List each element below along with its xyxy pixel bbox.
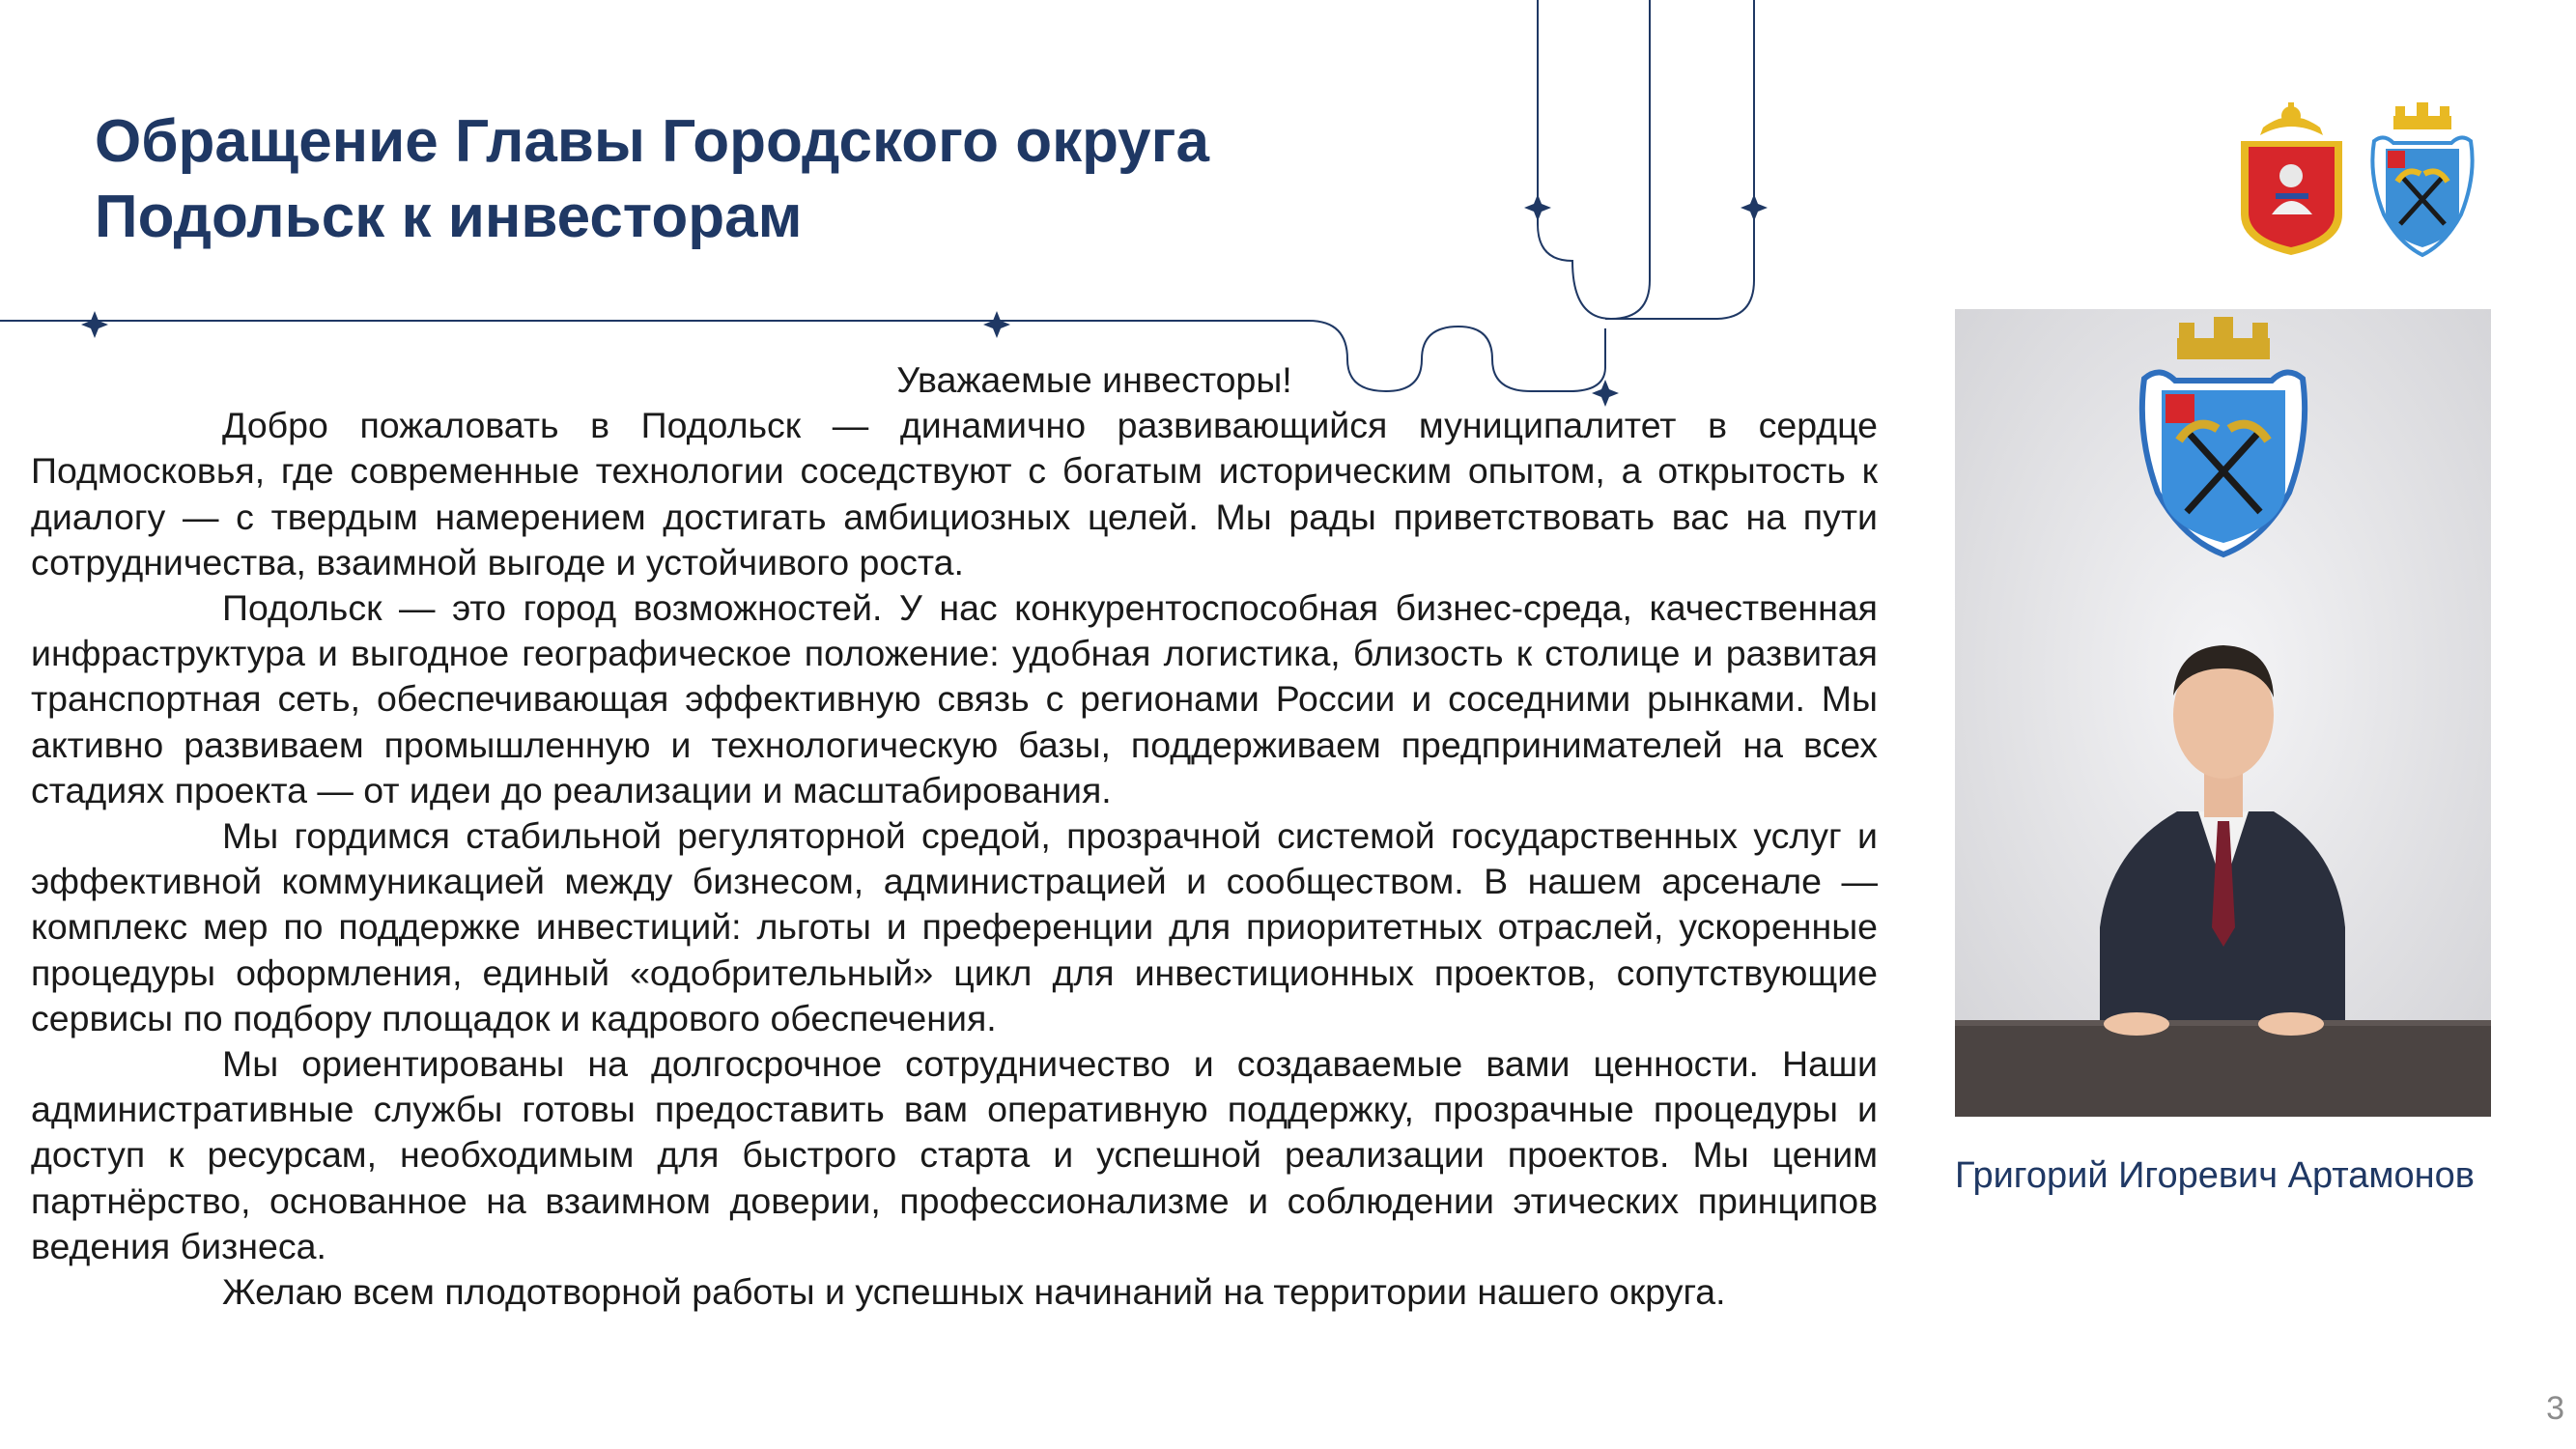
page-title	[95, 104, 1447, 255]
letter-paragraph: Мы гордимся стабильной регуляторной средой, прозрачной системой государственных услуг и эффективной коммуникацией между бизнесом, администрацией и сообществом. В нашем арсенале — комплекс мер по поддержке инвестиций: льготы и преференции для приоритетных отраслей, ускоренные процедуры оформления, единый «одобрительный» цикл для инвестиционных проектов, сопутствующие сервисы по подбору площадок и кадрового обеспечения.	[31, 815, 1878, 1038]
sparkle-star-icon	[983, 311, 1010, 338]
letter-closing: Желаю всем плодотворной работы и успешных начинаний на территории нашего округа.	[222, 1271, 1726, 1313]
sparkle-star-icon	[1741, 194, 1768, 221]
letter-paragraph: Подольск — это город возможностей. У нас конкурентоспособная бизнес-среда, качественная инфраструктура и выгодное географическое положение: удобная логистика, близость к столице и развитая транспортная сеть, обеспечивающая эффективную связь с регионами России и соседними рынками. Мы активно развиваем промышленную и технологическую базы, поддерживаем предпринимателей на всех стадиях проекта — от идеи до реализации и масштабирования.	[31, 587, 1878, 810]
page-number: 3	[2546, 1390, 2564, 1427]
letter-paragraph: Добро пожаловать в Подольск — динамично развивающийся муниципалитет в сердце Подмосковья, где современные технологии соседствуют с богатым историческим опытом, а открытость к диалогу — с твердым намерением достигать амбициозных целей. Мы рады приветствовать вас на пути сотрудничества, взаимной выгоде и устойчивого роста.	[31, 405, 1878, 582]
letter-body	[31, 357, 1878, 1315]
sparkle-star-icon	[1524, 194, 1551, 221]
moscow-oblast-coat-of-arms-icon	[2241, 102, 2342, 255]
portrait-caption: Григорий Игоревич Артамонов	[1955, 1155, 2475, 1196]
sparkle-star-icon	[81, 311, 108, 338]
coats-of-arms	[2231, 99, 2482, 263]
letter-paragraph: Мы ориентированы на долгосрочное сотрудничество и создаваемые вами ценности. Наши административные службы готовы предоставить вам оперативную поддержку, прозрачные процедуры и доступ к ресурсам, необходимым для быстрого старта и успешной реализации проектов. Мы ценим партнёрство, основанное на взаимном доверии, профессионализме и соблюдении этических принципов ведения бизнеса.	[31, 1043, 1878, 1266]
page-title-line-1: Обращение Главы Городского округа	[95, 108, 1209, 175]
letter-greeting: Уважаемые инвесторы!	[896, 359, 1292, 400]
podolsk-coat-of-arms-icon	[2372, 102, 2472, 255]
portrait-photo	[1955, 309, 2491, 1117]
page-title-line-2: Подольск к инвесторам	[95, 184, 803, 250]
